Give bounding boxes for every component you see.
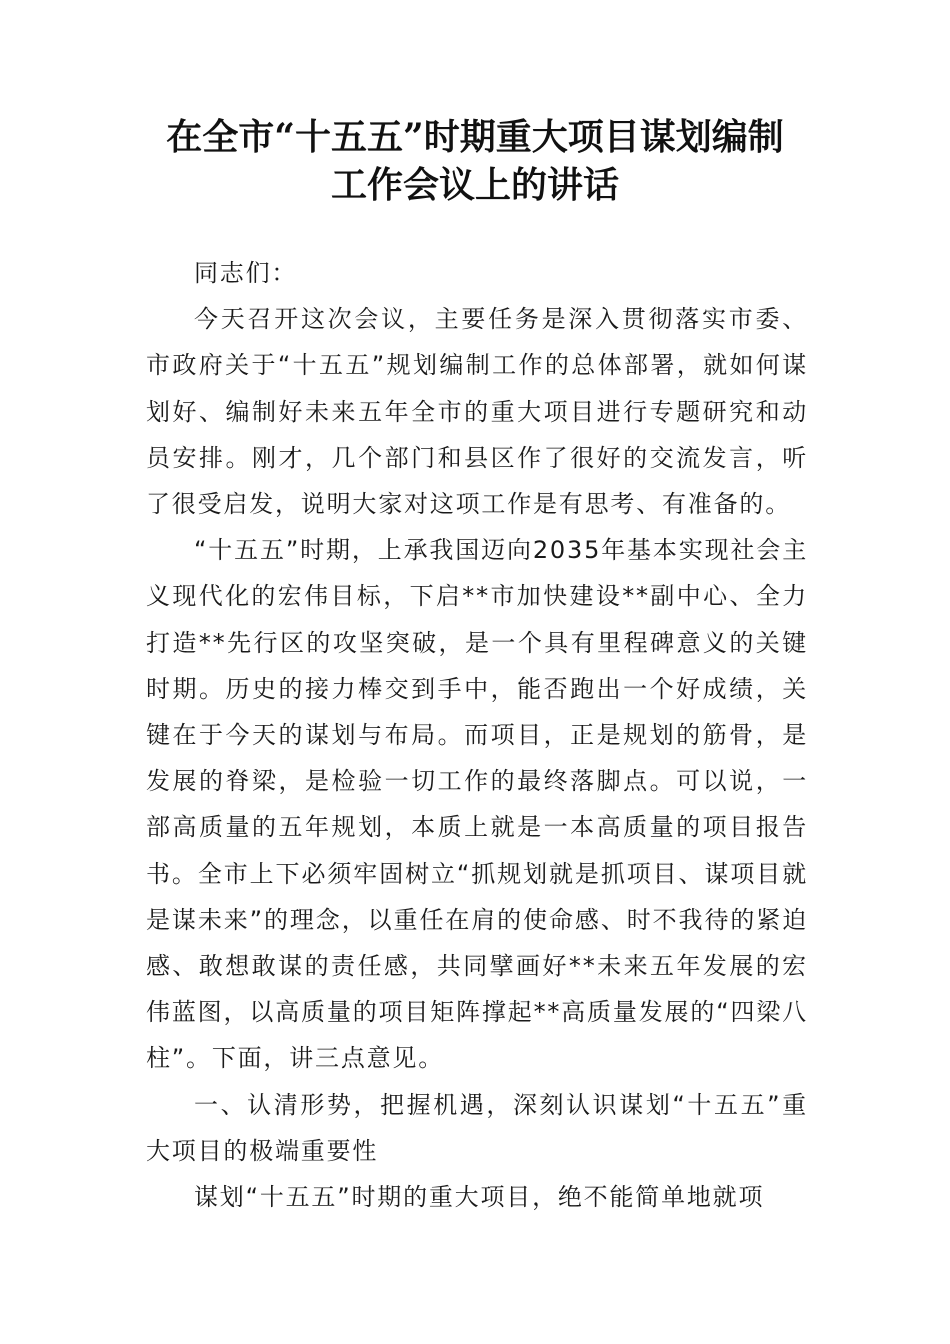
document-title-line-1: 在全市“十五五”时期重大项目谋划编制	[166, 116, 784, 158]
document-title-line-2: 工作会议上的讲话	[330, 164, 619, 206]
section-heading-1: 一、认清形势，把握机遇，深刻认识谋划“十五五”重大项目的极端重要性	[146, 1090, 808, 1165]
paragraph-context: “十五五”时期，上承我国迈向2035年基本实现社会主义现代化的宏伟目标，下启**市加快建设**副中心、全力打造**先行区的攻坚突破，是一个具有里程碑意义的关键时期。历史的接力棒交到手中，能否跑出一个好成绩，关键在于今天的谋划与布局。而项目，正是规划的筋骨，是发展的脊梁，是检验一切工作的最终落脚点。可以说，一部高质量的五年规划，本质上就是一本高质量的项目报告书。全市上下必须牢固树立“抓规划就是抓项目、谋项目就是谋未来”的理念，以重任在肩的使命感、时不我待的紧迫感、敢想敢谋的责任感，共同擘画好**未来五年发展的宏伟蓝图，以高质量的项目矩阵撑起**高质量发展的“四梁八柱”。下面，讲三点意见。	[146, 536, 808, 1073]
paragraph-intro: 今天召开这次会议，主要任务是深入贯彻落实市委、市政府关于“十五五”规划编制工作的总体部署，就如何谋划好、编制好未来五年全市的重大项目进行专题研究和动员安排。刚才，几个部门和县区作了很好的交流发言，听了很受启发，说明大家对这项工作是有思考、有准备的。	[146, 305, 808, 519]
paragraph-section-1: 谋划“十五五”时期的重大项目，绝不能简单地就项	[194, 1183, 765, 1212]
salutation: 同志们：	[194, 259, 298, 287]
document-body	[146, 250, 808, 1220]
